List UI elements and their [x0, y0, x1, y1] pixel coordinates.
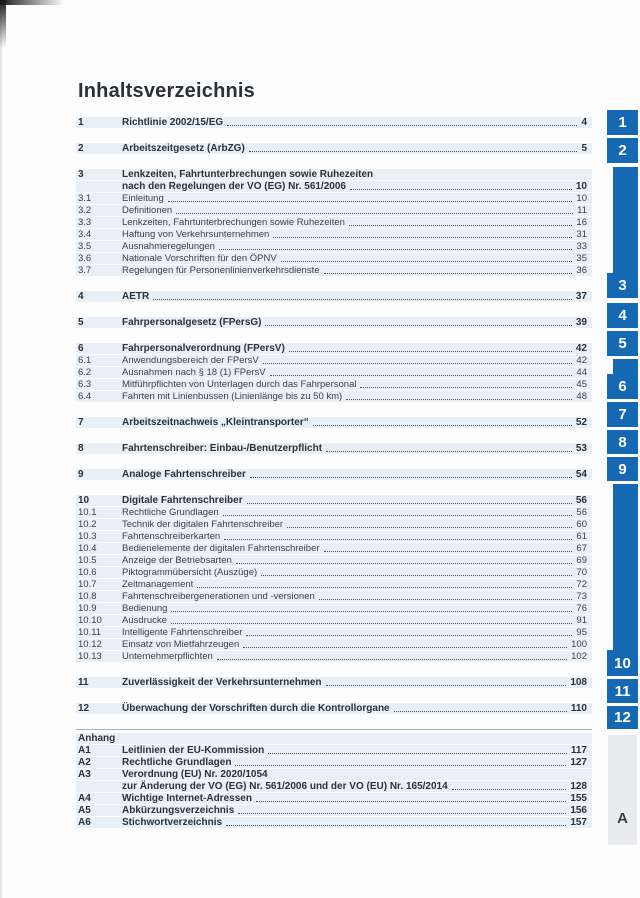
toc-row-title: Richtlinie 2002/15/EG [122, 117, 224, 128]
toc-row-title: Fahrtenschreibergenerationen und -versionen [122, 591, 315, 602]
toc-row-title: Rechtliche Grundlagen [122, 757, 232, 768]
dot-leader [313, 425, 572, 426]
toc-row-page-number: 31 [576, 229, 587, 240]
toc-row-title: Anzeige der Betriebsarten [122, 555, 232, 566]
toc-row-page-number: 42 [575, 343, 587, 354]
tab-strip-segment [613, 484, 638, 651]
toc-row-number: 4 [78, 291, 84, 302]
toc-row [76, 567, 592, 578]
dot-leader [238, 813, 566, 814]
dot-leader [217, 659, 567, 660]
toc-row-title: Unternehmerpflichten [122, 651, 213, 662]
toc-row-page-number: 54 [575, 469, 587, 480]
toc-row [76, 367, 592, 378]
toc-row [76, 543, 592, 554]
dot-leader [319, 599, 573, 600]
toc-row-page-number: 16 [576, 217, 587, 228]
dot-leader [394, 711, 567, 712]
thumb-tab-A [608, 735, 637, 845]
toc-row [76, 343, 592, 354]
toc-row [76, 507, 592, 518]
thumb-tab-6 [607, 374, 638, 399]
thumb-tab-8 [607, 430, 638, 454]
toc-row-page-number: 10 [576, 193, 587, 204]
toc-row [76, 703, 592, 714]
thumb-tab-11 [607, 679, 638, 703]
dot-leader [153, 299, 572, 300]
toc-row-number: 10.13 [78, 651, 102, 662]
dot-leader [256, 801, 566, 802]
dot-leader [247, 503, 572, 504]
thumb-tab-label: 11 [614, 682, 631, 700]
toc-row [76, 805, 592, 816]
toc-row-number: A3 [78, 769, 91, 780]
toc-row-number: 10.7 [78, 579, 97, 590]
thumb-tab-label: 6 [618, 378, 627, 395]
toc-row-page-number: 76 [576, 603, 587, 614]
dot-leader [226, 825, 566, 826]
toc-row-number: 10.8 [78, 591, 97, 602]
toc-section [76, 117, 592, 128]
dot-leader [227, 125, 577, 126]
toc-row-number: A5 [78, 805, 91, 816]
toc-row-title: Haftung von Verkehrsunternehmen [122, 229, 270, 240]
toc-row-title: Bedienung [122, 603, 168, 614]
thumb-tab-label: 7 [618, 406, 627, 423]
toc-row [76, 291, 592, 302]
dot-leader [249, 151, 578, 152]
dot-leader [289, 351, 572, 352]
toc-row-page-number: 45 [576, 379, 587, 390]
toc-row [76, 355, 592, 366]
toc-row-title: Zuverlässigkeit der Verkehrsunternehmen [122, 677, 322, 688]
dot-leader [236, 563, 573, 564]
toc-row-page-number: 56 [575, 495, 587, 506]
toc-row-page-number: 53 [575, 443, 587, 454]
toc-row-page-number: 36 [576, 265, 587, 276]
toc-row-title: Analoge Fahrtenschreiber [122, 469, 246, 480]
toc-row-title: Rechtliche Grundlagen [122, 507, 219, 518]
thumb-tab-label: 12 [614, 709, 631, 726]
toc-row-title: Lenkzeiten, Fahrtunterbrechungen sowie Ruhezeiten [122, 169, 374, 180]
toc-row-number: A6 [78, 817, 91, 828]
toc-row-title: Überwachung der Vorschriften durch die Kontrollorgane [122, 703, 390, 714]
dot-leader [171, 611, 572, 612]
toc-section [76, 417, 592, 428]
toc-row-page-number: 91 [576, 615, 587, 626]
dot-leader [223, 515, 573, 516]
toc-row [76, 265, 592, 276]
toc-row-title: Mitführpflichten von Unterlagen durch das Fahrpersonal [122, 379, 357, 390]
thumb-tab-label: 10 [614, 654, 631, 672]
thumb-tab-label: 2 [618, 142, 627, 159]
toc-row-title: Stichwortverzeichnis [122, 817, 223, 828]
toc-row-page-number: 33 [576, 241, 587, 252]
toc-row [76, 677, 592, 688]
dot-leader [287, 527, 572, 528]
toc-row-title: Wichtige Internet-Adressen [122, 793, 252, 804]
toc-row [76, 591, 592, 602]
thumb-tab-12 [607, 706, 638, 729]
thumb-tab-label: 3 [618, 277, 627, 294]
toc-row-page-number: 56 [576, 507, 587, 518]
thumb-tab-2 [607, 138, 638, 163]
toc-section [76, 291, 592, 302]
toc-row-number: 3.3 [78, 217, 92, 228]
toc-row-title: Ausnahmeregelungen [122, 241, 215, 252]
toc-row-page-number: 10 [575, 181, 587, 192]
dot-leader [268, 753, 567, 754]
toc-row-page-number: 117 [570, 745, 587, 756]
toc-row-number: 6.4 [78, 391, 92, 402]
toc-row-title: Digitale Fahrtenschreiber [122, 495, 243, 506]
toc-row-number: 3.1 [78, 193, 92, 204]
thumb-tab-label: 5 [618, 335, 627, 352]
toc-row-page-number: 42 [576, 355, 587, 366]
toc-row [76, 555, 592, 566]
dot-leader [273, 237, 572, 238]
toc-section-label: Anhang [78, 733, 116, 744]
toc-row-title: Piktogrammübersicht (Auszüge) [122, 567, 258, 578]
toc-row [76, 117, 592, 128]
toc-row-page-number: 4 [581, 117, 587, 128]
toc-row-number: 10.12 [78, 639, 102, 650]
toc-row-number: 3.5 [78, 241, 92, 252]
thumb-tab-9 [607, 457, 638, 481]
toc-section [76, 143, 592, 154]
toc-row-number: 9 [78, 469, 84, 480]
dot-leader [349, 225, 573, 226]
dot-leader [326, 451, 572, 452]
toc-row-number: A1 [78, 745, 91, 756]
toc-row-number: 3.7 [78, 265, 92, 276]
toc-row-title: Leitlinien der EU-Kommission [122, 745, 265, 756]
toc-row-page-number: 11 [577, 205, 587, 216]
toc-row-title: Arbeitszeitnachweis „Kleintransporter“ [122, 417, 309, 428]
thumb-tab-label: A [617, 810, 628, 827]
toc-row-page-number: 61 [576, 531, 587, 542]
dot-leader [324, 551, 573, 552]
toc-section [76, 343, 592, 402]
dot-leader [243, 647, 567, 648]
toc-row [76, 443, 592, 454]
toc-section [76, 495, 592, 662]
toc-row-title: Fahrpersonalgesetz (FPersG) [122, 317, 262, 328]
dot-leader [270, 375, 573, 376]
toc-row [76, 229, 592, 240]
toc-row [76, 217, 592, 228]
page-title: Inhaltsverzeichnis [78, 80, 255, 102]
toc-row-number: 2 [78, 143, 84, 154]
toc-row-page-number: 102 [571, 651, 587, 662]
toc-row-title: Ausdrucke [122, 615, 167, 626]
toc-row [76, 169, 592, 180]
toc-row-number: 10.9 [78, 603, 97, 614]
dot-leader [452, 789, 567, 790]
toc-row-title: Abkürzungsverzeichnis [122, 805, 235, 816]
toc-row [76, 615, 592, 626]
dot-leader [176, 213, 573, 214]
dot-leader [265, 325, 571, 326]
toc-row-page-number: 72 [576, 579, 587, 590]
toc-row-number: 6.3 [78, 379, 92, 390]
toc-row-page-number: 73 [576, 591, 587, 602]
toc-row-title: Lenkzeiten, Fahrtunterbrechungen sowie Ruhezeiten [122, 217, 345, 228]
toc-row-page-number: 67 [576, 543, 587, 554]
toc-section [76, 677, 592, 688]
dot-leader [326, 685, 567, 686]
toc-row-number: 10.10 [78, 615, 102, 626]
toc-row-number: 8 [78, 443, 84, 454]
toc-row-number: 6.1 [78, 355, 92, 366]
thumb-tab-label: 4 [618, 307, 627, 324]
toc-row-number: 10 [78, 495, 90, 506]
dot-leader [281, 261, 573, 262]
toc-row-page-number: 60 [576, 519, 587, 530]
toc-section-anhang [76, 729, 592, 828]
tab-strip-segment [613, 167, 638, 274]
dot-leader [261, 575, 572, 576]
toc-row [76, 253, 592, 264]
toc-row-title: Technik der digitalen Fahrtenschreiber [122, 519, 284, 530]
toc-row [76, 579, 592, 590]
toc-row-page-number: 157 [570, 817, 587, 828]
toc-row-title: Intelligente Fahrtenschreiber [122, 627, 243, 638]
toc-row [76, 205, 592, 216]
dot-leader [168, 201, 573, 202]
toc-row-title: Fahrtenschreiberkarten [122, 531, 221, 542]
toc-row-title: AETR [122, 291, 150, 302]
toc-row-page-number: 39 [575, 317, 587, 328]
toc-row [76, 651, 592, 662]
toc-row [76, 745, 592, 756]
scan-corner-vertical [0, 0, 6, 48]
toc-row-number: A4 [78, 793, 91, 804]
toc-row-page-number: 44 [576, 367, 587, 378]
toc-row [76, 603, 592, 614]
dot-leader [350, 189, 572, 190]
toc-row [76, 193, 592, 204]
scan-edge-line [0, 0, 2, 898]
toc-row-page-number: 128 [570, 781, 587, 792]
toc-row-number: 11 [78, 677, 89, 688]
toc-row-number: 10.4 [78, 543, 97, 554]
toc-row-page-number: 5 [581, 143, 587, 154]
toc-row [76, 531, 592, 542]
page-content [76, 80, 592, 843]
toc-row-title: Fahrten mit Linienbussen (Linienlänge bis zu 50 km) [122, 391, 343, 402]
dot-leader [197, 587, 572, 588]
thumb-tab-label: 8 [618, 433, 627, 451]
toc-row-number: 1 [78, 117, 84, 128]
thumb-tab-7 [607, 402, 638, 427]
toc-section [76, 169, 592, 276]
toc-row-page-number: 156 [570, 805, 587, 816]
toc-row [76, 181, 592, 192]
dot-leader [263, 363, 573, 364]
toc-row-number: 5 [78, 317, 84, 328]
toc-row-page-number: 108 [570, 677, 587, 688]
toc-row [76, 519, 592, 530]
toc-row-title: nach den Regelungen der VO (EG) Nr. 561/2006 [122, 181, 346, 192]
toc-row [76, 639, 592, 650]
toc-section [76, 469, 592, 480]
toc-row [76, 241, 592, 252]
toc-row-title: Bedienelemente der digitalen Fahrtenschreiber [122, 543, 320, 554]
toc-row-title: Definitionen [122, 205, 173, 216]
thumb-tab-3 [607, 273, 638, 298]
toc-row-number: 6 [78, 343, 84, 354]
thumb-tab-10 [607, 650, 638, 676]
toc-row-page-number: 100 [571, 639, 587, 650]
toc-row-page-number: 69 [576, 555, 587, 566]
toc-row [76, 469, 592, 480]
toc-row-page-number: 110 [570, 703, 587, 714]
thumb-tab-label: 9 [618, 460, 627, 478]
toc-row-number: 10.11 [78, 627, 102, 638]
dot-leader [246, 635, 572, 636]
toc-row-page-number: 48 [576, 391, 587, 402]
toc-row-number: 3.2 [78, 205, 92, 216]
toc-row-number: 7 [78, 417, 84, 428]
toc-row-number: 6.2 [78, 367, 92, 378]
toc-row-title: Einsatz von Mietfahrzeugen [122, 639, 240, 650]
toc-row-page-number: 95 [576, 627, 587, 638]
toc-row [76, 417, 592, 428]
scan-corner-horizontal [0, 0, 64, 5]
toc-row [76, 793, 592, 804]
toc-row-number: 10.1 [78, 507, 97, 518]
dot-leader [219, 249, 572, 250]
dot-leader [360, 387, 572, 388]
toc-row-page-number: 37 [575, 291, 587, 302]
toc-row-title: Verordnung (EU) Nr. 2020/1054 [122, 769, 268, 780]
thumb-tab-5 [607, 331, 638, 356]
dot-leader [250, 477, 572, 478]
toc-row-number: 10.5 [78, 555, 97, 566]
toc-row-number: 10.6 [78, 567, 97, 578]
toc-row-title: Fahrtenschreiber: Einbau-/Benutzerpflicht [122, 443, 323, 454]
toc-row-title: Einleitung [122, 193, 164, 204]
toc-row-number: 10.2 [78, 519, 97, 530]
toc-row-page-number: 70 [576, 567, 587, 578]
toc-row [76, 817, 592, 828]
thumb-tab-1 [607, 110, 638, 135]
toc-row [76, 769, 592, 780]
table-of-contents [76, 117, 592, 828]
toc-row-page-number: 35 [576, 253, 587, 264]
toc-row-page-number: 52 [575, 417, 587, 428]
toc-row [76, 495, 592, 506]
toc-row-number: 12 [78, 703, 90, 714]
toc-row-title: Nationale Vorschriften für den ÖPNV [122, 253, 277, 264]
toc-row [76, 757, 592, 768]
toc-row-title: Regelungen für Personenlinienverkehrsdienste [122, 265, 320, 276]
tab-strip-segment [613, 359, 638, 375]
toc-row-title: Ausnahmen nach § 18 (1) FPersV [122, 367, 266, 378]
toc-row-page-number: 127 [570, 757, 587, 768]
dot-leader [346, 399, 572, 400]
dot-leader [224, 539, 572, 540]
toc-row-title: zur Änderung der VO (EG) Nr. 561/2006 und der VO (EU) Nr. 165/2014 [122, 781, 448, 792]
toc-row [76, 143, 592, 154]
toc-section-label-row [76, 733, 592, 744]
toc-row-page-number: 155 [570, 793, 587, 804]
toc-section [76, 317, 592, 328]
toc-row-title: Arbeitszeitgesetz (ArbZG) [122, 143, 245, 154]
toc-section [76, 703, 592, 714]
toc-row-number: 10.3 [78, 531, 97, 542]
thumb-tab-4 [607, 303, 638, 328]
toc-row-number: A2 [78, 757, 91, 768]
dot-leader [324, 273, 573, 274]
toc-row-title: Anwendungsbereich der FPersV [122, 355, 259, 366]
dot-leader [171, 623, 573, 624]
toc-row-title: Fahrpersonalverordnung (FPersV) [122, 343, 285, 354]
toc-row-title: Zeitmanagement [122, 579, 194, 590]
toc-row-number: 3 [78, 169, 84, 180]
thumb-tab-label: 1 [618, 114, 627, 131]
toc-row-number: 3.6 [78, 253, 92, 264]
dot-leader [235, 765, 566, 766]
toc-row [76, 391, 592, 402]
toc-row [76, 781, 592, 792]
toc-section [76, 443, 592, 454]
toc-row-number: 3.4 [78, 229, 92, 240]
toc-row [76, 379, 592, 390]
toc-row [76, 627, 592, 638]
toc-row [76, 317, 592, 328]
